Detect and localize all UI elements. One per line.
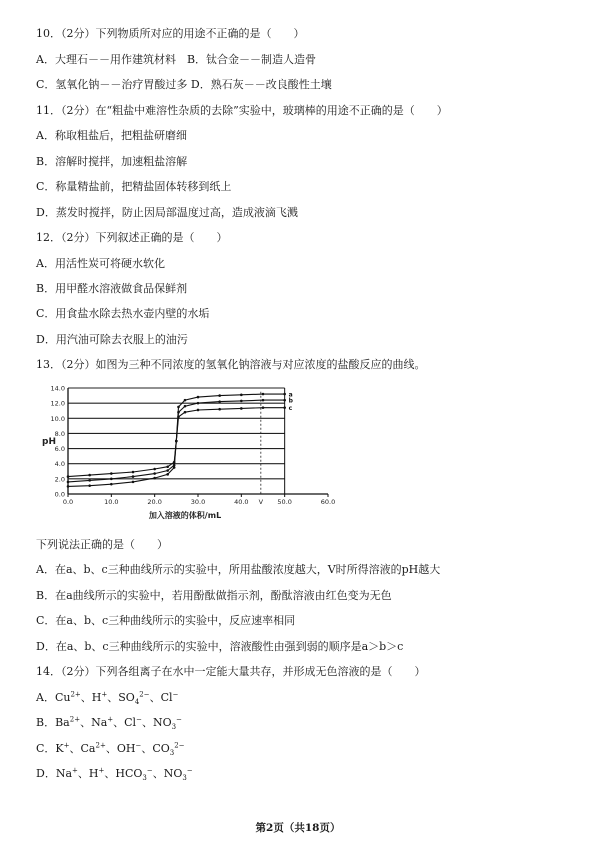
series-point-b: [283, 399, 286, 402]
separator: 、: [141, 716, 153, 729]
separator: 、: [149, 691, 161, 704]
ion-formula: Na+: [91, 715, 114, 729]
separator: 、: [80, 691, 92, 704]
ion-formula: K+: [55, 741, 70, 755]
x-tick-label: 30.0: [190, 498, 206, 506]
series-point-b: [184, 405, 187, 408]
series-point-b: [110, 478, 113, 481]
q14-option-b: [36, 716, 182, 730]
y-tick-label: 10.0: [50, 414, 65, 423]
series-point-c: [197, 409, 200, 412]
series-point-b: [173, 464, 176, 467]
titration-curve-chart: [38, 380, 338, 520]
separator: 、: [69, 742, 81, 755]
series-point-b: [153, 472, 156, 475]
q10-option-c-d: C．氢氧化钠－－治疗胃酸过多 D．熟石灰－－改良酸性土壤: [36, 78, 332, 91]
y-tick-label: 12.0: [50, 399, 65, 408]
x-axis-label: 加入溶液的体积/mL: [148, 511, 222, 520]
series-point-a: [197, 396, 200, 399]
series-point-c: [184, 411, 187, 414]
series-point-b: [197, 402, 200, 405]
series-point-c: [240, 407, 243, 410]
series-point-b: [262, 399, 265, 402]
ion-formula: $Ca^{2+}$: [80, 741, 106, 755]
q11-option-c: C．称量精盐前，把精盐固体转移到纸上: [36, 180, 232, 193]
q10-option-a-b: A．大理石－－用作建筑材料 B．钛合金－－制造人造骨: [36, 53, 317, 66]
q14-option-a: [36, 691, 178, 705]
series-point-c: [166, 465, 169, 468]
separator: 、: [104, 767, 116, 780]
separator: 、: [152, 767, 164, 780]
q12-option-c: C．用食盐水除去热水壶内壁的水垢: [36, 307, 210, 320]
series-point-a: [153, 477, 156, 480]
series-point-b: [177, 411, 180, 414]
ion-formula: Na+: [55, 766, 78, 780]
q11-stem: 11．（2分）在“粗盐中难溶性杂质的去除”实验中，玻璃棒的用途不正确的是（ ）: [36, 104, 448, 117]
separator: 、: [113, 716, 125, 729]
q13-stem: 13．（2分）如图为三种不同浓度的氢氧化钠溶液与对应浓度的盐酸反应的曲线。: [36, 358, 426, 371]
y-tick-label: 6.0: [54, 445, 65, 454]
series-point-b: [166, 469, 169, 472]
series-point-c: [177, 415, 180, 418]
y-axis-label: pH: [42, 437, 56, 447]
series-point-c: [110, 472, 113, 475]
x-tick-label: 20.0: [147, 498, 162, 506]
ion-formula: $SO_4^{2-}$: [118, 690, 150, 707]
series-point-b: [88, 479, 91, 482]
x-tick-label: 50.0: [277, 498, 292, 506]
series-point-a: [166, 473, 169, 476]
q12-option-a: A．用活性炭可将硬水软化: [36, 257, 165, 270]
y-tick-label: 0.0: [54, 490, 65, 499]
ion-formula: $Ba^{2+}$: [55, 715, 81, 729]
series-point-a: [262, 393, 265, 396]
ion-formula: Cl−: [160, 690, 179, 704]
y-tick-label: 14.0: [50, 384, 65, 393]
ion-formula: $CO_3^{2-}$: [152, 741, 185, 758]
option-label: D．: [36, 767, 56, 780]
q10-stem: 10．（2分）下列物质所对应的用途不正确的是（ ）: [36, 27, 305, 40]
q14-option-c: [36, 742, 185, 756]
series-point-c: [132, 471, 135, 474]
ion-formula: $HCO_3^-$: [115, 766, 153, 783]
series-point-a: [67, 485, 70, 488]
series-point-a: [132, 481, 135, 484]
series-point-c: [153, 468, 156, 471]
q12-stem: 12．（2分）下列叙述正确的是（ ）: [36, 231, 228, 244]
series-point-a: [184, 399, 187, 402]
ion-formula: $NO_3^-$: [152, 715, 182, 732]
series-point-c: [88, 474, 91, 477]
separator: 、: [141, 742, 153, 755]
v-marker-label: V: [258, 498, 264, 506]
option-label: A．: [36, 691, 55, 704]
series-point-a: [110, 483, 113, 486]
ion-formula: OH−: [116, 741, 142, 755]
ion-formula: $Cu^{2+}$: [54, 690, 81, 704]
ion-formula: $NO_3^-$: [163, 766, 193, 783]
chart-series: [67, 393, 286, 488]
q11-option-a: A．称取粗盐后，把粗盐研磨细: [36, 129, 187, 142]
series-point-b: [67, 481, 70, 484]
series-label-b: b: [288, 397, 293, 405]
q12-option-b: B．用甲醛水溶液做食品保鲜剂: [36, 282, 188, 295]
q13-option-c: C．在a、b、c三种曲线所示的实验中，反应速率相同: [36, 614, 296, 627]
q13-prompt: 下列说法正确的是（ ）: [36, 538, 168, 551]
q13-option-b: B．在a曲线所示的实验中，若用酚酞做指示剂，酚酞溶液由红色变为无色: [36, 589, 392, 602]
y-tick-label: 2.0: [54, 475, 65, 484]
option-label: C．: [36, 742, 56, 755]
q11-option-b: B．溶解时搅拌，加速粗盐溶解: [36, 155, 188, 168]
x-tick-label: 0.0: [62, 498, 74, 506]
separator: 、: [80, 716, 92, 729]
x-tick-label: 40.0: [234, 498, 249, 506]
series-point-a: [177, 406, 180, 409]
separator: 、: [107, 691, 119, 704]
ion-formula: Cl−: [124, 715, 142, 729]
series-point-c: [283, 406, 286, 409]
x-tick-label: 60.0: [320, 498, 336, 506]
series-point-a: [88, 484, 91, 487]
series-point-b: [240, 400, 243, 403]
q14-option-d: [36, 767, 193, 781]
page-footer: 第2页（共18页）: [255, 822, 341, 834]
series-point-b: [132, 475, 135, 478]
q14-stem: 14．（2分）下列各组离子在水中一定能大量共存，并形成无色溶液的是（ ）: [36, 665, 426, 678]
series-point-a: [240, 394, 243, 397]
ion-formula: H+: [88, 766, 105, 780]
series-label-a: a: [288, 391, 293, 399]
x-tick-label: 10.0: [104, 498, 119, 506]
series-point-c: [175, 440, 178, 443]
q13-option-a: A．在a、b、c三种曲线所示的实验中，所用盐酸浓度越大，V时所得溶液的pH越大: [36, 563, 441, 576]
q12-option-d: D．用汽油可除去衣服上的油污: [36, 333, 188, 346]
series-point-a: [218, 394, 221, 397]
series-point-c: [262, 406, 265, 409]
series-point-c: [218, 408, 221, 411]
ion-formula: H+: [91, 690, 108, 704]
separator: 、: [105, 742, 117, 755]
series-point-b: [218, 400, 221, 403]
q13-option-d: D．在a、b、c三种曲线所示的实验中，溶液酸性由强到弱的顺序是a＞b＞c: [36, 640, 404, 653]
y-tick-label: 4.0: [54, 460, 65, 469]
option-label: B．: [36, 716, 56, 729]
series-point-c: [67, 475, 70, 478]
separator: 、: [77, 767, 89, 780]
y-tick-label: 8.0: [54, 429, 65, 438]
q11-option-d: D．蒸发时搅拌，防止因局部温度过高，造成液滴飞溅: [36, 206, 298, 219]
series-point-a: [283, 393, 286, 396]
series-point-c: [173, 461, 176, 464]
series-label-c: c: [288, 405, 293, 413]
